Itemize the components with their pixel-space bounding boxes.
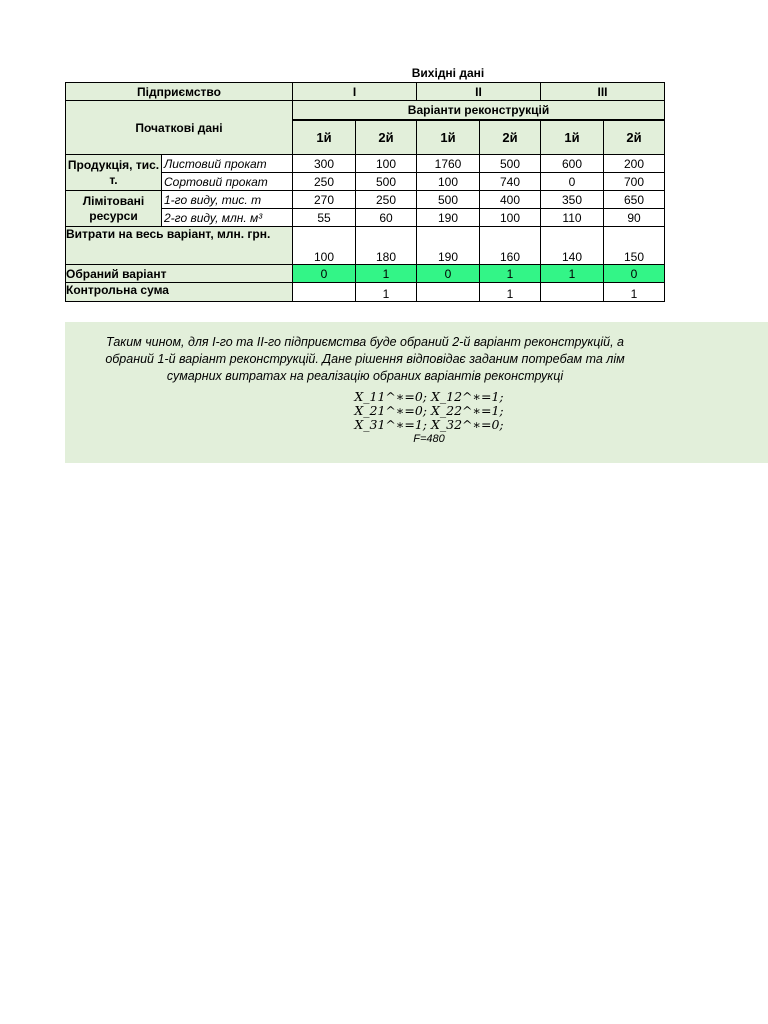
variant-header: 2й: [480, 120, 541, 155]
row-label: Сортовий прокат: [162, 173, 293, 191]
table-cell: 740: [480, 173, 541, 191]
checksum-label: Контрольна сума: [66, 283, 293, 302]
table-cell: 55: [293, 209, 356, 227]
enterprise-1-header: I: [293, 83, 417, 101]
table-cell: 1760: [417, 155, 480, 173]
initial-data-header: Початкові дані: [66, 101, 293, 155]
formula-line: X_21^∗=0; X_22^∗=1;: [354, 403, 504, 418]
row-label: 2-го виду, млн. м³: [162, 209, 293, 227]
resources-group-label: Лімітовані ресурси: [66, 191, 162, 227]
checksum-empty-cell: [541, 283, 604, 302]
checksum-cell: 1: [604, 283, 665, 302]
conclusion-text: [65, 334, 665, 385]
table-title: Вихідні дані: [411, 66, 485, 80]
cost-cell: 160: [480, 227, 541, 265]
production-group-label: Продукція, тис. т.: [66, 155, 162, 191]
table-cell: 350: [541, 191, 604, 209]
source-data-table: [65, 82, 665, 302]
cost-cell: 100: [293, 227, 356, 265]
checksum-empty-cell: [417, 283, 480, 302]
chosen-cell[interactable]: 1: [541, 265, 604, 283]
variant-header: 1й: [541, 120, 604, 155]
variant-header: 1й: [293, 120, 356, 155]
table-cell: 600: [541, 155, 604, 173]
chosen-variant-label: Обраний варіант: [66, 265, 293, 283]
table-cell: 110: [541, 209, 604, 227]
chosen-cell[interactable]: 0: [417, 265, 480, 283]
conclusion-line: сумарних витратах на реалізацію обраних варіантів реконструкці: [166, 369, 564, 383]
variant-header: 1й: [417, 120, 480, 155]
table-cell: 500: [356, 173, 417, 191]
chosen-cell[interactable]: 0: [293, 265, 356, 283]
table-cell: 100: [417, 173, 480, 191]
chosen-cell[interactable]: 1: [480, 265, 541, 283]
formula-line: X_11^∗=0; X_12^∗=1;: [354, 389, 504, 404]
table-cell: 300: [293, 155, 356, 173]
enterprise-header: Підприємство: [66, 83, 293, 101]
row-label: 1-го виду, тис. т: [162, 191, 293, 209]
checksum-cell: 1: [356, 283, 417, 302]
variant-header: 2й: [356, 120, 417, 155]
table-cell: 0: [541, 173, 604, 191]
objective-value: F=480: [413, 433, 445, 445]
table-cell: 190: [417, 209, 480, 227]
table-cell: 650: [604, 191, 665, 209]
enterprise-2-header: II: [417, 83, 541, 101]
table-cell: 100: [480, 209, 541, 227]
row-label: Листовий прокат: [162, 155, 293, 173]
conclusion-box: [65, 322, 768, 463]
table-cell: 60: [356, 209, 417, 227]
table-cell: 100: [356, 155, 417, 173]
checksum-cell: 1: [480, 283, 541, 302]
table-cell: 500: [417, 191, 480, 209]
table-cell: 700: [604, 173, 665, 191]
cost-cell: 180: [356, 227, 417, 265]
cost-cell: 150: [604, 227, 665, 265]
costs-label: Витрати на весь варіант, млн. грн.: [66, 227, 293, 265]
table-cell: 250: [356, 191, 417, 209]
cost-cell: 140: [541, 227, 604, 265]
variant-header: 2й: [604, 120, 665, 155]
chosen-cell[interactable]: 1: [356, 265, 417, 283]
table-cell: 500: [480, 155, 541, 173]
enterprise-3-header: III: [541, 83, 665, 101]
table-cell: 200: [604, 155, 665, 173]
table-cell: 270: [293, 191, 356, 209]
formula-line: X_31^∗=1; X_32^∗=0;: [354, 417, 504, 432]
cost-cell: 190: [417, 227, 480, 265]
conclusion-line: Таким чином, для І-го та ІІ-го підприємства буде обраний 2-й варіант реконструкцій, а: [105, 335, 625, 349]
chosen-cell[interactable]: 0: [604, 265, 665, 283]
table-cell: 250: [293, 173, 356, 191]
variants-header: Варіанти реконструкцій: [293, 101, 665, 120]
table-cell: 400: [480, 191, 541, 209]
solution-formulas: [65, 390, 768, 446]
checksum-empty-cell: [293, 283, 356, 302]
conclusion-line: обраний 1-й варіант реконструкцій. Дане рішення відповідає заданим потребам та лім: [105, 352, 625, 366]
table-cell: 90: [604, 209, 665, 227]
